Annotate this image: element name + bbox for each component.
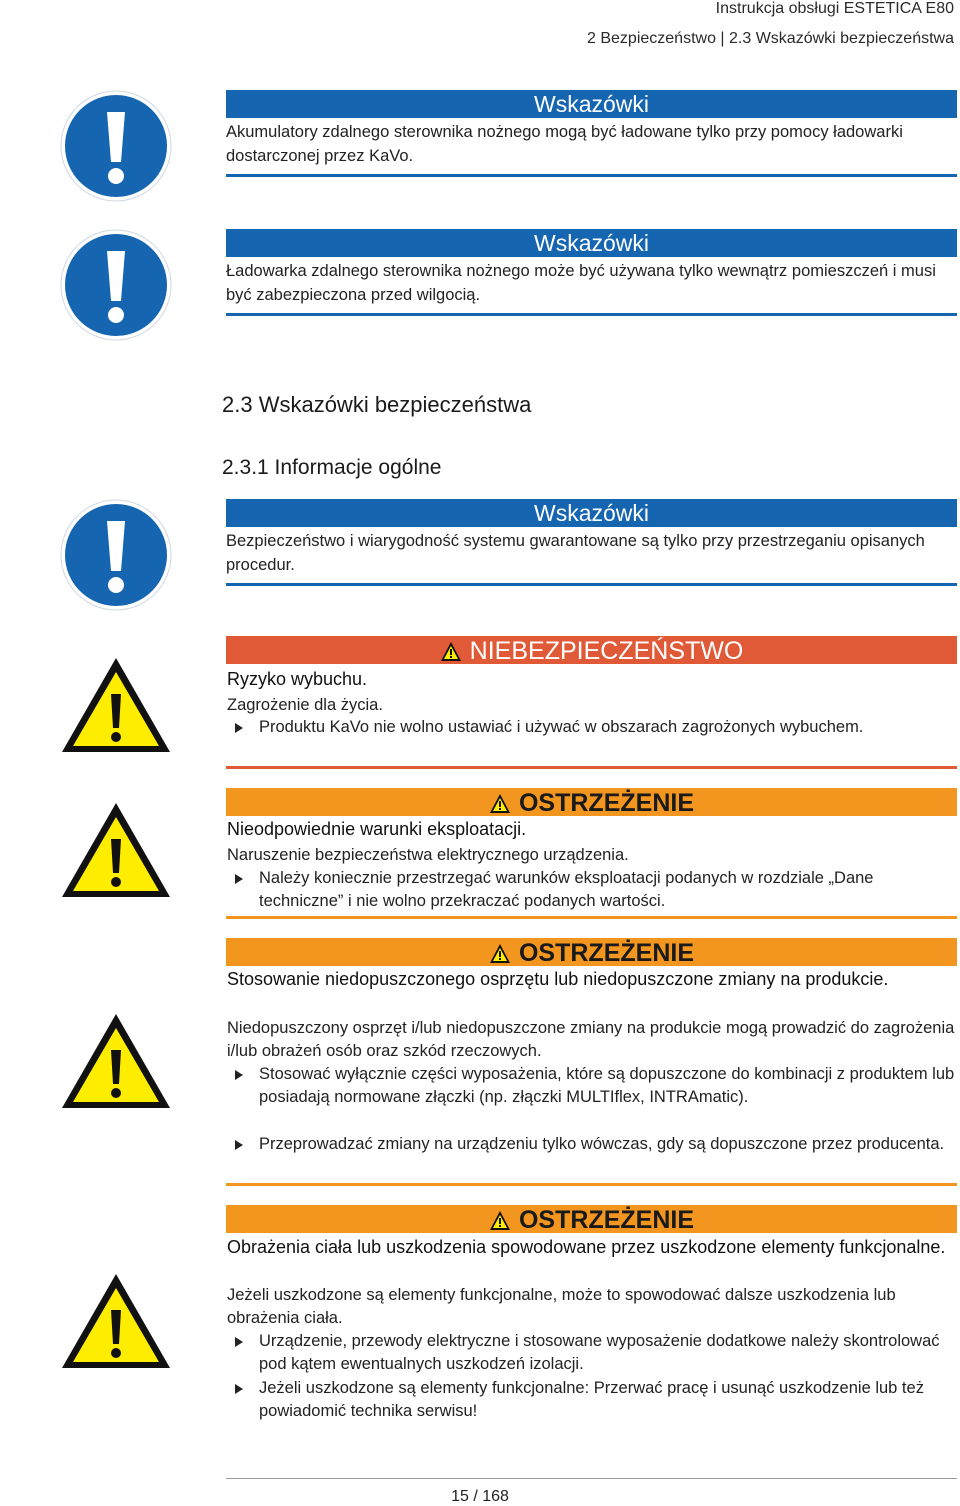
list-item: Urządzenie, przewody elektryczne i stosowane wyposażenie dodatkowe należy skontrolować pod kątem ewentualnych uszkodzeń izolacji. xyxy=(227,1330,957,1376)
page-number: 15 / 168 xyxy=(451,1488,509,1505)
warning-triangle-icon xyxy=(489,943,511,964)
warning-label: OSTRZEŻENIE xyxy=(518,939,694,967)
warning-triangle-icon xyxy=(489,1210,511,1231)
mandatory-action-icon xyxy=(60,90,172,207)
warning-label: OSTRZEŻENIE xyxy=(518,1206,694,1234)
danger-bottom-rule xyxy=(226,766,957,769)
note-text: Ładowarka zdalnego sterownika nożnego może być używana tylko wewnątrz pomieszczeń i musi być zabezpieczona przed wilgocią. xyxy=(226,262,936,304)
section-heading: 2.3 Wskazówki bezpieczeństwa xyxy=(222,392,532,417)
warning-title: Stosowanie niedopuszczonego osprzętu lub niedopuszczone zmiany na produkcie. xyxy=(227,969,889,989)
mandatory-action-icon xyxy=(60,499,172,616)
warning-triangle-icon xyxy=(489,793,511,814)
note-title-bar: Wskazówki xyxy=(226,229,957,257)
bullet-arrow-icon xyxy=(235,874,243,884)
bullet-arrow-icon xyxy=(235,1337,243,1347)
list-item: Stosować wyłącznie części wyposażenia, które są dopuszczone do kombinacji z produktem lub posiadają normowane złączki (np. złączki MULTIflex, INTRAmatic). xyxy=(227,1063,957,1109)
subsection-heading: 2.3.1 Informacje ogólne xyxy=(222,456,442,479)
danger-title: Ryzyko wybuchu. xyxy=(227,669,368,689)
bullet-arrow-icon xyxy=(235,1070,243,1080)
mandatory-action-icon xyxy=(60,229,172,346)
bullet-arrow-icon xyxy=(235,1140,243,1150)
list-item: Produktu KaVo nie wolno ustawiać i używać w obszarach zagrożonych wybuchem. xyxy=(227,716,957,739)
warning-title: Obrażenia ciała lub uszkodzenia spowodowane przez uszkodzone elementy funkcjonalne. xyxy=(227,1237,946,1257)
warning-title-bar xyxy=(226,938,957,966)
note-text: Akumulatory zdalnego sterownika nożnego mogą być ładowane tylko przy pomocy ładowarki dostarczonej przez KaVo. xyxy=(226,123,903,165)
warning-consequence: Naruszenie bezpieczeństwa elektrycznego urządzenia. xyxy=(227,846,629,864)
danger-title-bar xyxy=(226,636,957,664)
warning-bottom-rule xyxy=(226,1183,957,1186)
note-bottom-rule xyxy=(226,583,957,586)
footer-rule xyxy=(226,1478,957,1479)
warning-consequence: Jeżeli uszkodzone są elementy funkcjonalne, może to spowodować dalsze uszkodzenia lub obrażenia ciała. xyxy=(227,1286,896,1327)
hazard-warning-icon xyxy=(58,1008,174,1117)
bullet-arrow-icon xyxy=(235,723,243,733)
warning-title: Nieodpowiednie warunki eksploatacji. xyxy=(227,819,527,839)
note-title-bar: Wskazówki xyxy=(226,499,957,527)
note-text: Bezpieczeństwo i wiarygodność systemu gwarantowane są tylko przy przestrzeganiu opisanych procedur. xyxy=(226,532,925,574)
danger-label: NIEBEZPIECZEŃSTWO xyxy=(469,637,744,665)
note-title-bar: Wskazówki xyxy=(226,90,957,118)
hazard-warning-icon xyxy=(58,652,174,761)
warning-triangle-icon xyxy=(440,641,462,662)
warning-label: OSTRZEŻENIE xyxy=(518,789,694,817)
warning-title-bar xyxy=(226,1205,957,1233)
note-bottom-rule xyxy=(226,174,957,177)
list-item: Należy koniecznie przestrzegać warunków eksploatacji podanych w rozdziale „Dane techniczne” i nie wolno przekraczać podanych wartości. xyxy=(227,867,957,913)
note-bottom-rule xyxy=(226,313,957,316)
breadcrumb: 2 Bezpieczeństwo | 2.3 Wskazówki bezpieczeństwa xyxy=(587,30,954,47)
danger-consequence: Zagrożenie dla życia. xyxy=(227,696,383,714)
warning-consequence: Niedopuszczony osprzęt i/lub niedopuszczone zmiany na produkcie mogą prowadzić do zagrożenia i/lub obrażeń osób oraz szkód rzeczowych. xyxy=(227,1019,955,1060)
warning-bottom-rule xyxy=(226,916,957,919)
list-item: Przeprowadzać zmiany na urządzeniu tylko wówczas, gdy są dopuszczone przez producenta. xyxy=(227,1133,957,1156)
hazard-warning-icon xyxy=(58,797,174,906)
bullet-arrow-icon xyxy=(235,1384,243,1394)
list-item: Jeżeli uszkodzone są elementy funkcjonalne: Przerwać pracę i usunąć uszkodzenie lub też powiadomić technika serwisu! xyxy=(227,1377,957,1423)
document-title: Instrukcja obsługi ESTETICA E80 xyxy=(715,0,954,17)
hazard-warning-icon xyxy=(58,1268,174,1377)
warning-title-bar xyxy=(226,788,957,816)
